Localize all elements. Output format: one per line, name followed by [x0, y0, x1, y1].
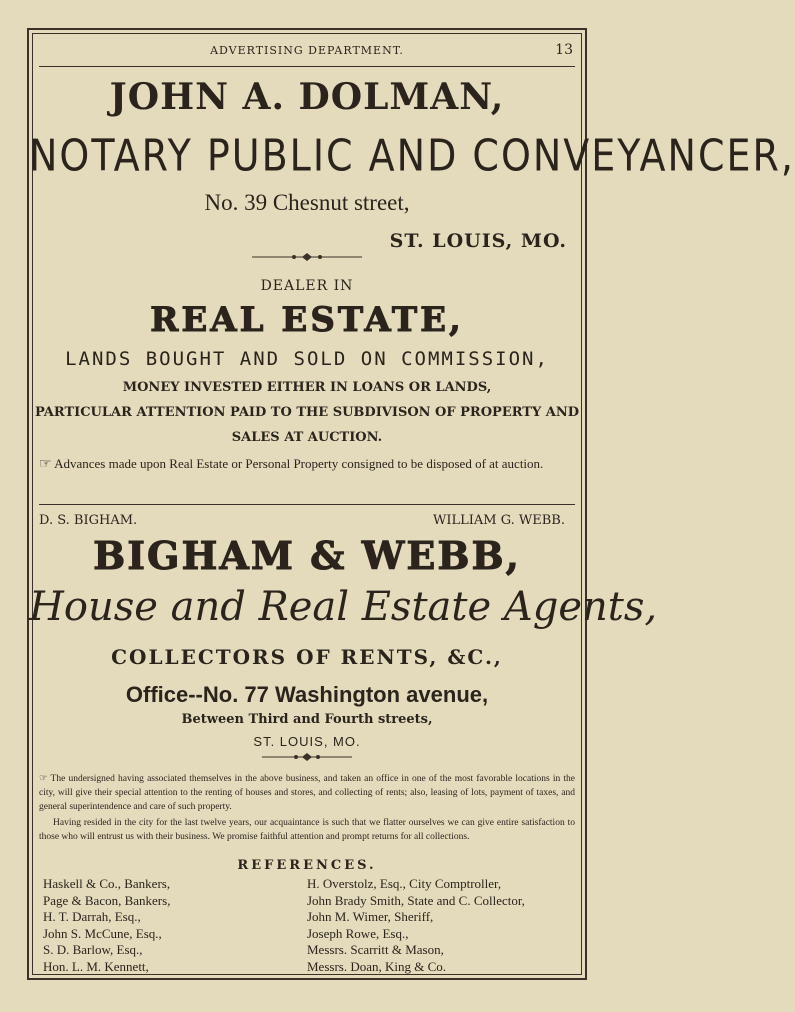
reference-item: Haskell & Co., Bankers,	[43, 876, 171, 891]
reference-item: S. D. Barlow, Esq.,	[43, 942, 143, 957]
office-address: Office--No. 77 Washington avenue,	[125, 682, 489, 707]
advances-text: Advances made upon Real Estate or Personal Property consigned to be disposed of at auction.	[54, 456, 544, 471]
partner-left: D. S. BIGHAM.	[39, 513, 138, 528]
dolman-name: JOHN A. DOLMAN,	[109, 76, 505, 118]
reference-item: Messrs. Doan, King & Co.	[307, 958, 447, 974]
dolman-city: ST. LOUIS, MO.	[389, 230, 567, 252]
pointing-hand-icon: ☞	[39, 774, 48, 784]
firm-city: ST. LOUIS, MO.	[253, 734, 361, 749]
references-title: REFERENCES.	[237, 858, 377, 873]
page-header: ADVERTISING DEPARTMENT.	[210, 44, 404, 57]
reference-item: H. T. Darrah, Esq.,	[43, 909, 141, 924]
ornament-divider-icon	[29, 252, 585, 265]
dolman-address: No. 39 Chesnut street,	[204, 190, 410, 215]
reference-item: Page & Bacon, Bankers,	[43, 892, 171, 908]
real-estate-heading: REAL ESTATE,	[150, 300, 464, 340]
collectors-line: COLLECTORS OF RENTS, &C.,	[111, 645, 503, 669]
dealer-in: DEALER IN	[260, 278, 354, 294]
dolman-title: NOTARY PUBLIC AND CONVEYANCER,	[29, 130, 795, 181]
references-right	[307, 876, 525, 975]
notice-paragraph	[39, 772, 575, 814]
references-left	[43, 876, 170, 975]
ornament-divider-icon	[29, 752, 585, 765]
advertising-page	[27, 28, 795, 980]
pointing-hand-icon: ☞	[39, 457, 52, 472]
reference-item: Messrs. Scarritt & Mason,	[307, 942, 444, 957]
lands-line: LANDS BOUGHT AND SOLD ON COMMISSION,	[65, 348, 549, 370]
firm-name: BIGHAM & WEBB,	[93, 533, 521, 578]
particular-line: PARTICULAR ATTENTION PAID TO THE SUBDIVISON OF PROPERTY AND	[34, 405, 580, 420]
notice-text: The undersigned having associated themselves in the above business, and taken an office in one of the most favorable locations in the city, will give their special attention to the renting of houses and stores, and collecting of rents; also, leasing of lots, payment of taxes, and general superintendence and care of such property.	[39, 774, 575, 812]
advances-paragraph	[39, 453, 575, 476]
money-line: MONEY INVESTED EITHER IN LOANS OR LANDS,	[122, 380, 492, 395]
reference-item: Joseph Rowe, Esq.,	[307, 925, 409, 941]
reference-item: Hon. L. M. Kennett,	[43, 958, 149, 974]
partner-right: WILLIAM G. WEBB.	[432, 513, 565, 528]
page-number: 13	[555, 42, 573, 58]
sales-line: SALES AT AUCTION.	[231, 430, 383, 445]
between-streets: Between Third and Fourth streets,	[181, 712, 433, 727]
header-rule	[39, 66, 575, 67]
reference-item: H. Overstolz, Esq., City Comptroller,	[307, 876, 502, 891]
reference-item: John Brady Smith, State and C. Collector,	[307, 892, 525, 908]
agents-title: House and Real Estate Agents,	[29, 584, 658, 630]
section-rule	[39, 504, 575, 505]
reference-item: John M. Wimer, Sheriff,	[307, 909, 434, 924]
reference-item: John S. McCune, Esq.,	[43, 925, 162, 941]
having-paragraph: Having resided in the city for the last twelve years, our acquaintance is such that we flatter ourselves we can give entire satisfaction to those who will entrust us with their business. We promise faithful attention and prompt returns for all collections.	[39, 818, 575, 842]
